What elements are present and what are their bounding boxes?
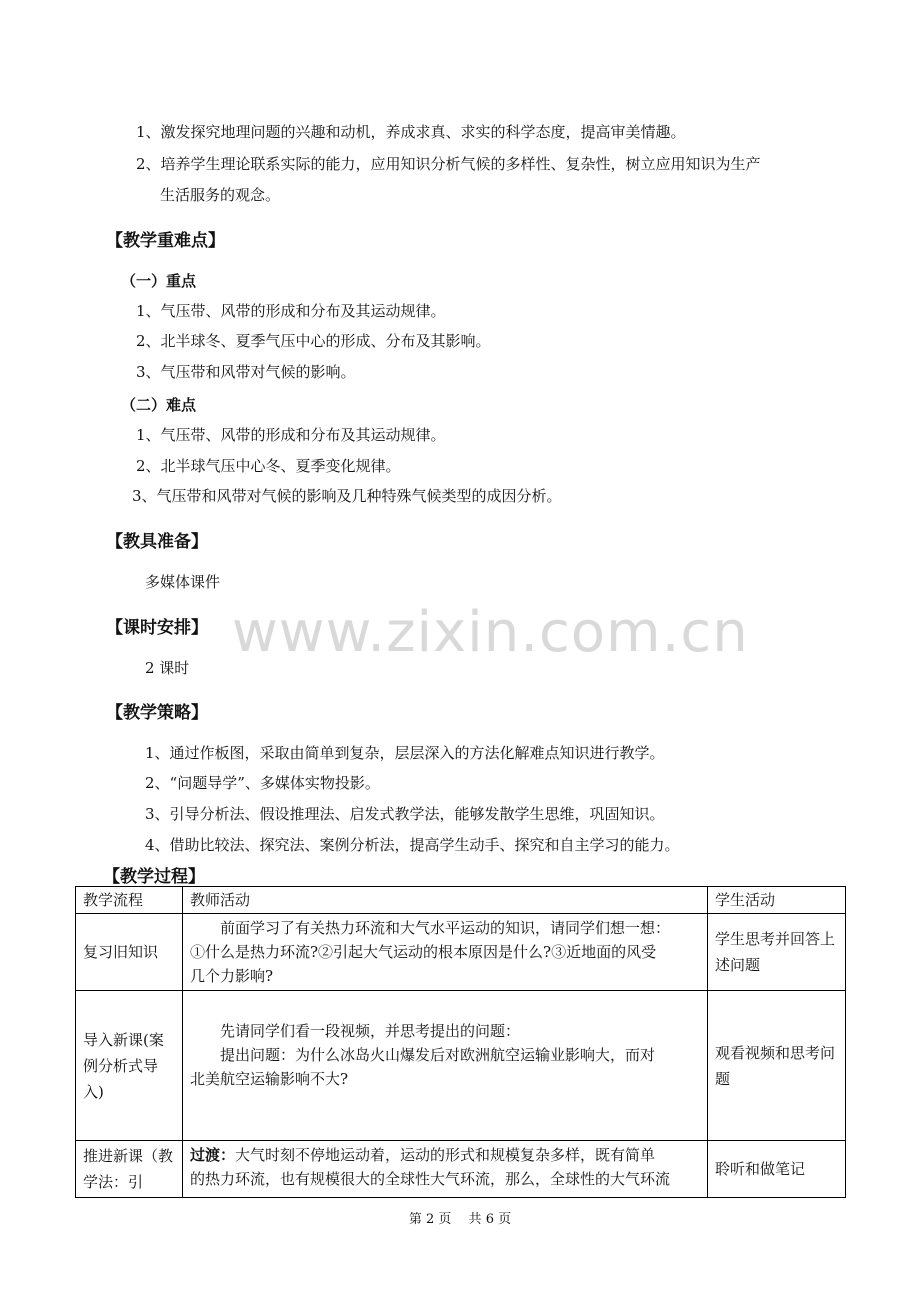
teacher-line: 北美航空运输影响不大? [190, 1070, 349, 1088]
table-row [76, 1141, 846, 1198]
student-cell: 学生思考并回答上述问题 [708, 914, 846, 991]
teacher-cell [183, 914, 708, 991]
table-row [76, 914, 846, 991]
objective-1: 1、激发探究地理问题的兴趣和动机，养成求真、求实的科学态度，提高审美情趣。 [136, 123, 686, 141]
flow-cell: 导入新课(案例分析式导入) [76, 991, 183, 1141]
column-header-flow: 教学流程 [76, 887, 183, 914]
objective-2: 2、培养学生理论联系实际的能力，应用知识分析气候的多样性、复杂性，树立应用知识为生产 [136, 155, 761, 173]
transition-label: 过渡： [190, 1146, 236, 1164]
difficulty-title: （二）难点 [121, 396, 197, 414]
difficulty-item-3: 3、气压带和风带对气候的影响及几种特殊气候类型的成因分析。 [132, 487, 562, 505]
table-row [76, 991, 846, 1141]
strategy-heading: 【教学策略】 [106, 703, 208, 723]
difficulty-item-1: 1、气压带、风带的形成和分布及其运动规律。 [136, 426, 446, 444]
focus-item-2: 2、北半球冬、夏季气压中心的形成、分布及其影响。 [136, 332, 491, 350]
teacher-line: 的热力环流，也有规模很大的全球性大气环流，那么，全球性的大气环流 [190, 1170, 671, 1188]
teacher-line: 前面学习了有关热力环流和大气水平运动的知识，请同学们想一想： [190, 919, 671, 937]
process-table [75, 886, 846, 1198]
student-cell: 观看视频和思考问题 [708, 991, 846, 1141]
teacher-text: 大气时刻不停地运动着，运动的形式和规模复杂多样，既有简单 [235, 1146, 656, 1164]
flow-cell: 推进新课（教学法：引 [76, 1141, 183, 1198]
column-header-teacher: 教师活动 [183, 887, 708, 914]
focus-item-1: 1、气压带、风带的形成和分布及其运动规律。 [136, 302, 446, 320]
schedule-text: 2 课时 [145, 659, 190, 677]
teacher-line [190, 1143, 700, 1167]
schedule-heading: 【课时安排】 [106, 618, 208, 638]
watermark: www.zixin.com.cn [232, 600, 749, 665]
key-points-heading: 【教学重难点】 [106, 231, 225, 251]
page-footer: 第 2 页 共 6 页 [408, 1212, 512, 1227]
tools-heading: 【教具准备】 [106, 532, 208, 552]
teacher-line: 提出问题：为什么冰岛火山爆发后对欧洲航空运输业影响大，而对 [190, 1046, 656, 1064]
teacher-cell [183, 1141, 708, 1198]
strategy-item-4: 4、借助比较法、探究法、案例分析法，提高学生动手、探究和自主学习的能力。 [145, 836, 680, 854]
objective-2-cont: 生活服务的观念。 [160, 186, 281, 204]
tools-text: 多媒体课件 [145, 573, 221, 591]
teacher-line: 几个力影响? [190, 967, 274, 985]
process-heading: 【教学过程】 [103, 867, 205, 887]
focus-item-3: 3、气压带和风带对气候的影响。 [136, 363, 356, 381]
student-cell: 聆听和做笔记 [708, 1141, 846, 1198]
table-header-row [76, 887, 846, 914]
strategy-item-3: 3、引导分析法、假设推理法、启发式教学法，能够发散学生思维，巩固知识。 [145, 805, 665, 823]
column-header-student: 学生活动 [708, 887, 846, 914]
strategy-item-2: 2、“问题导学”、多媒体实物投影。 [145, 774, 380, 792]
flow-cell: 复习旧知识 [76, 914, 183, 991]
strategy-item-1: 1、通过作板图，采取由简单到复杂，层层深入的方法化解难点知识进行教学。 [145, 744, 665, 762]
difficulty-item-2: 2、北半球气压中心冬、夏季变化规律。 [136, 457, 401, 475]
focus-title: （一）重点 [121, 272, 197, 290]
teacher-cell [183, 991, 708, 1141]
teacher-line: ①什么是热力环流?②引起大气运动的根本原因是什么?③近地面的风受 [190, 943, 657, 961]
teacher-line: 先请同学们看一段视频，并思考提出的问题： [190, 1022, 521, 1040]
